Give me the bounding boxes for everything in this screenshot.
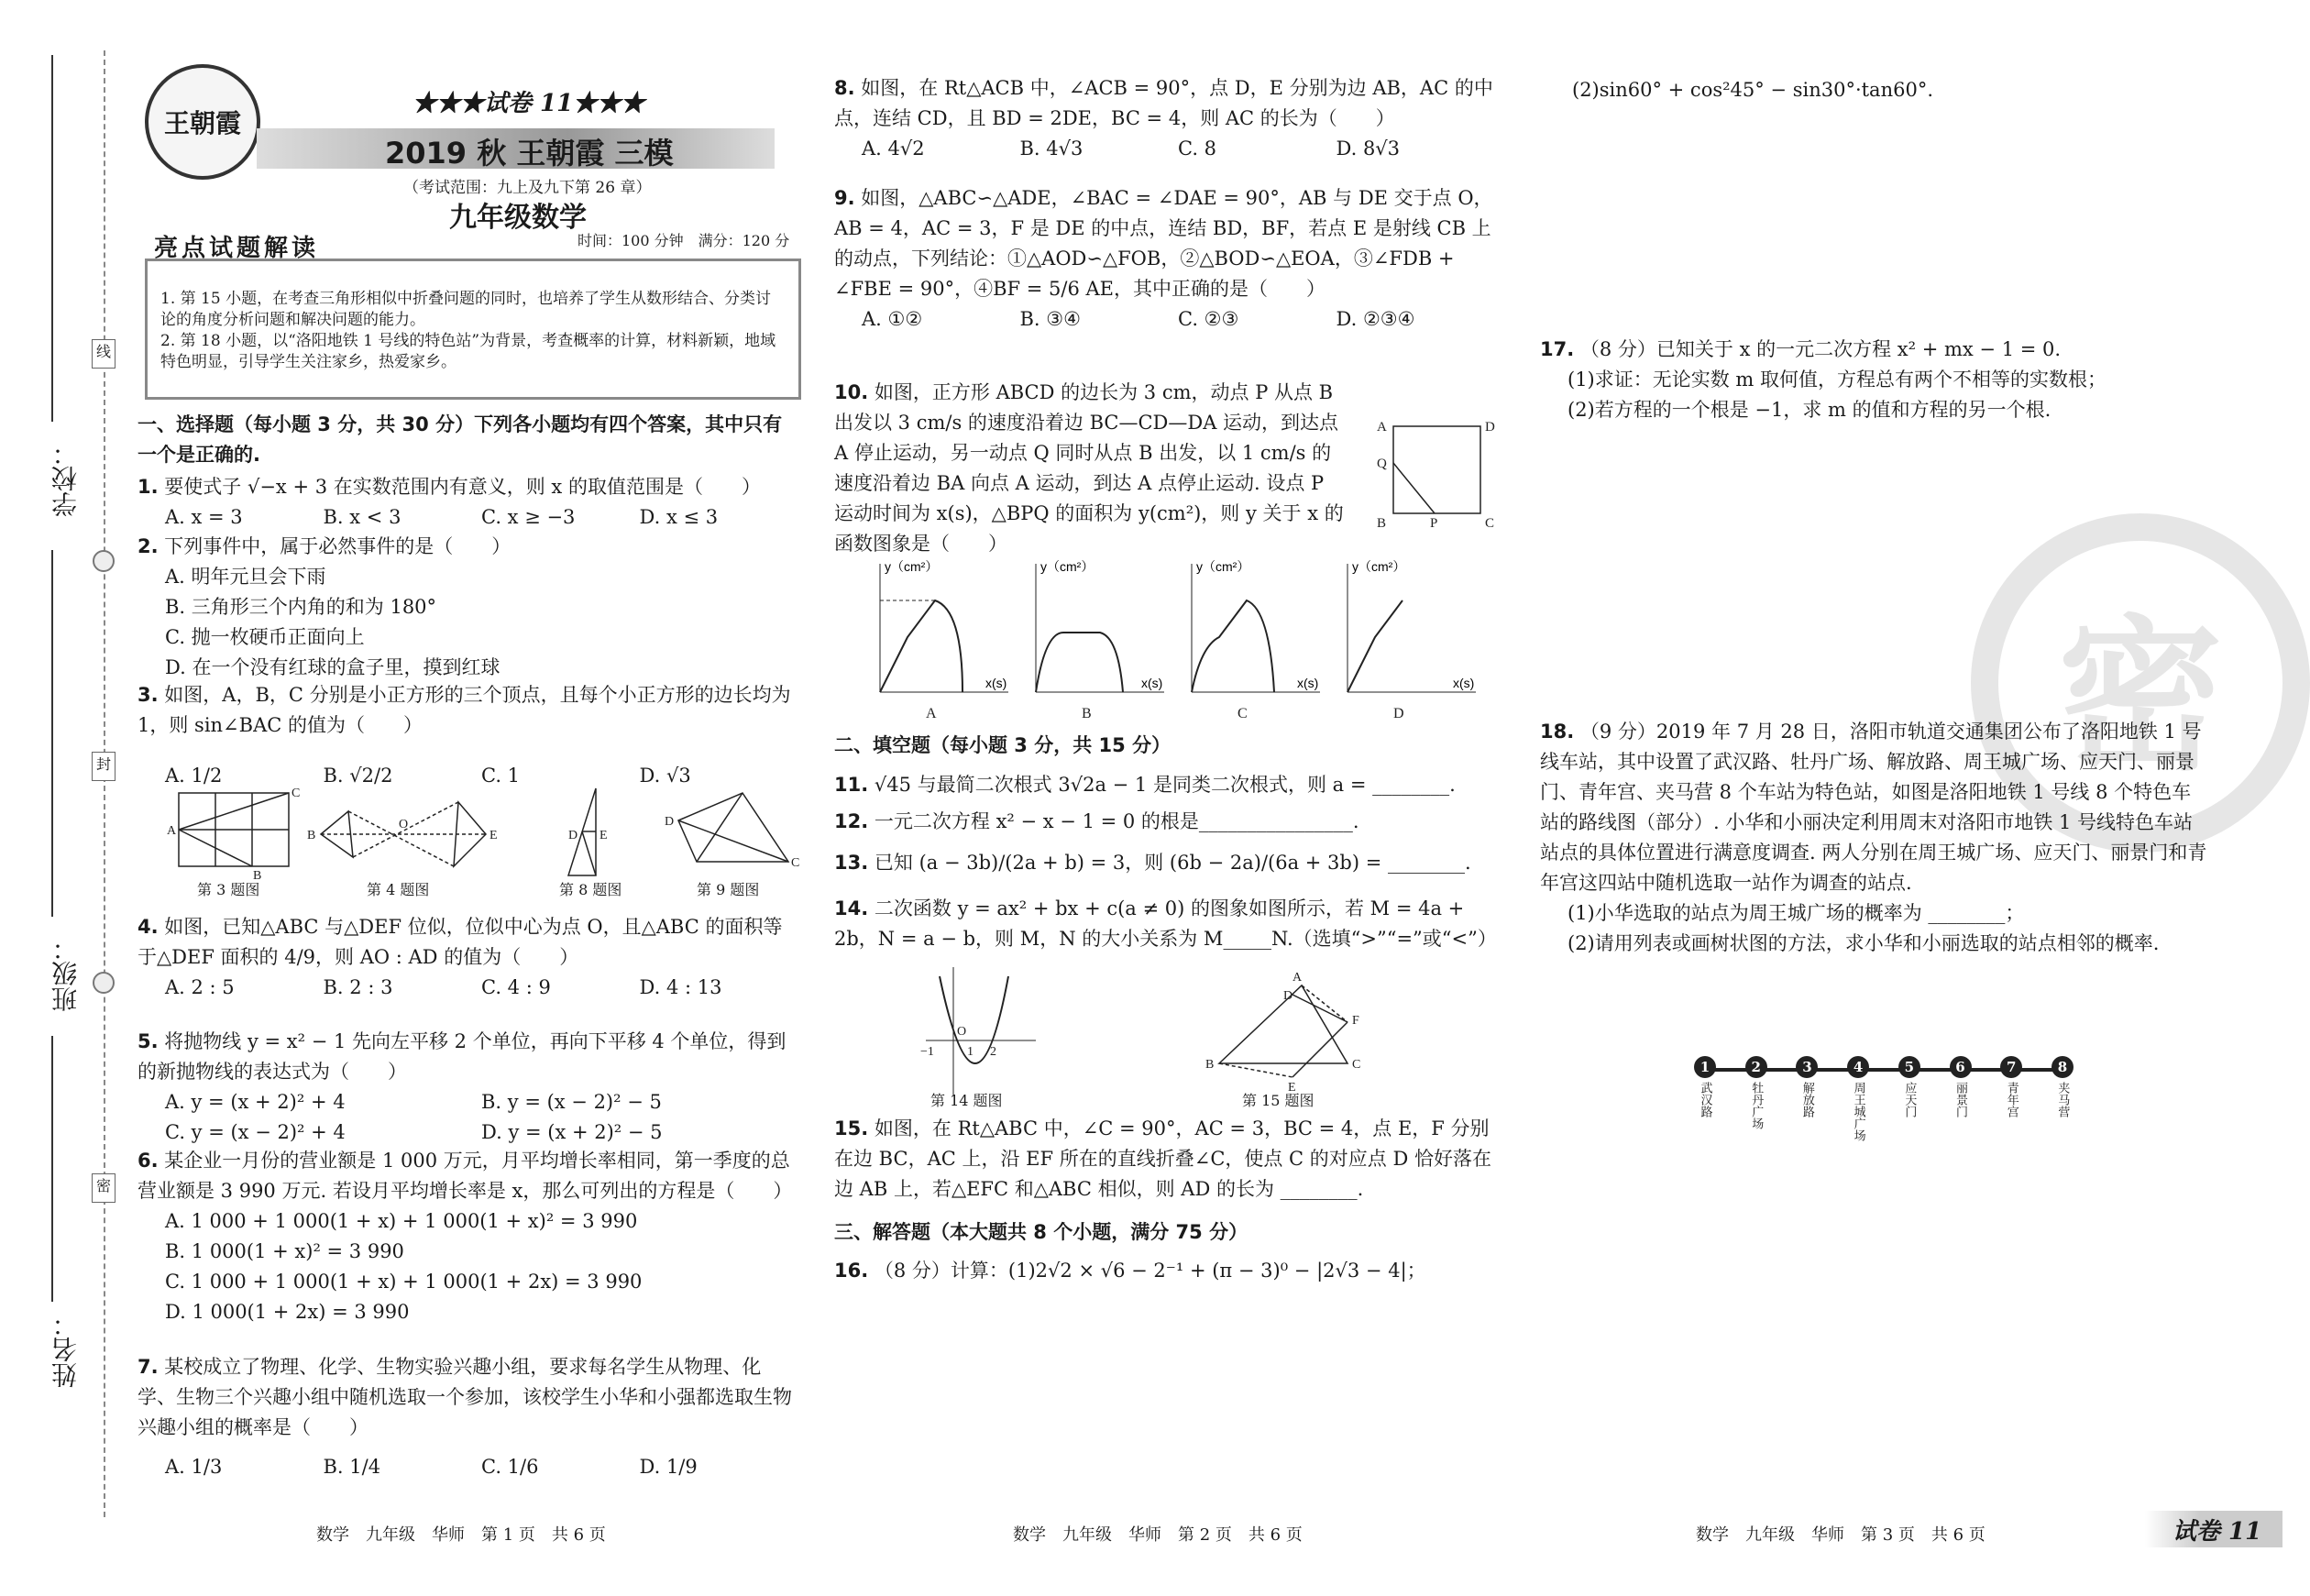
q12-number: 12. xyxy=(834,810,869,832)
class-line xyxy=(51,550,53,917)
q16-text: （8 分）计算：(1)2√2 × √6 − 2⁻¹ + (π − 3)⁰ − |2√3 − 4|； xyxy=(874,1260,1426,1282)
binding-cut-line xyxy=(104,50,105,1517)
q15-number: 15. xyxy=(834,1117,869,1139)
question-9 xyxy=(834,183,1494,335)
svg-text:1: 1 xyxy=(967,1045,974,1059)
q5-option[interactable]: A. y = (x + 2)² + 4 xyxy=(165,1091,346,1113)
caption-fig3: 第 3 题图 xyxy=(197,881,260,898)
exam-scope: （考试范围：九上及九下第 26 章） xyxy=(403,179,652,197)
svg-text:Q: Q xyxy=(1377,457,1387,471)
q14-text: 二次函数 y = ax² + bx + c(a ≠ 0) 的图象如图所示，若 M = 4a + 2b，N = a − b，则 M，N 的大小关系为 M_____N.（选填“>”“=”或“<”） xyxy=(834,897,1497,950)
caption-fig9: 第 9 题图 xyxy=(697,881,760,898)
q7-number: 7. xyxy=(138,1356,159,1378)
binding-hole-icon xyxy=(93,550,115,572)
seal-mark-secret: 密 xyxy=(92,1173,116,1203)
q4-option[interactable]: B. 2 : 3 xyxy=(323,976,393,998)
svg-text:x(s): x(s) xyxy=(1453,676,1475,690)
question-10 xyxy=(834,378,1348,559)
q3-option[interactable]: A. 1/2 xyxy=(165,765,223,787)
station-number-icon: 7 xyxy=(2000,1056,2022,1078)
exam-title: 2019 秋 王朝霞 三模 xyxy=(385,136,674,171)
station-name: 应天门 xyxy=(1902,1082,1917,1117)
svg-text:C: C xyxy=(791,856,800,870)
q13-text: 已知 (a − 3b)/(2a + b) = 3，则 (6b − 2a)/(6a + 3b) = ________. xyxy=(874,852,1471,874)
station xyxy=(1947,1056,1974,1141)
svg-text:y（cm²）: y（cm²） xyxy=(1352,559,1406,574)
question-18 xyxy=(1540,717,2209,959)
q8-option[interactable]: C. 8 xyxy=(1178,138,1217,160)
q17-number: 17. xyxy=(1540,338,1575,360)
q9-option[interactable]: D. ②③④ xyxy=(1336,308,1415,330)
watermark-text: 密 xyxy=(2057,601,2223,793)
section3-title: 三、解答题（本大题共 8 个小题，满分 75 分） xyxy=(834,1221,1248,1243)
q13-number: 13. xyxy=(834,852,869,874)
svg-text:E: E xyxy=(1288,1081,1296,1095)
question-3 xyxy=(138,680,798,791)
graph-option-d xyxy=(1348,559,1476,721)
station xyxy=(1743,1056,1770,1141)
class-label: 班级： xyxy=(50,935,81,1012)
q17-text: （8 分）已知关于 x 的一元二次方程 x² + mx − 1 = 0. xyxy=(1579,338,2062,360)
q5-option[interactable]: B. y = (x − 2)² − 5 xyxy=(481,1091,662,1113)
q10-text: 如图，正方形 ABCD 的边长为 3 cm，动点 P 从点 B 出发以 3 cm/s 的速度沿着边 BC—CD—DA 运动，到达点 A 停止运动，另一动点 Q 同时从点 B 出发，以 1 cm/s 的速度沿着边 BA 向点 A 运动，到达 A 点停止运动. 设点 P 运动时间为 x(s)，△BPQ 的面积为 y(cm²)，则 y 关于 x 的函数图象是（ ） xyxy=(834,381,1344,555)
station xyxy=(2049,1056,2076,1141)
svg-text:C: C xyxy=(1485,516,1495,531)
question-13 xyxy=(834,848,1494,878)
name-label: 姓名： xyxy=(50,1311,81,1388)
svg-text:A: A xyxy=(1377,420,1387,435)
figure-q9 xyxy=(665,793,799,870)
svg-text:y（cm²）: y（cm²） xyxy=(1040,559,1094,574)
question-6 xyxy=(138,1146,798,1327)
q3-text: 如图，A，B，C 分别是小正方形的三个顶点，且每个小正方形的边长均为 1，则 sin∠BAC 的值为（ ） xyxy=(138,684,791,736)
station-number-icon: 1 xyxy=(1694,1056,1716,1078)
footer-page-2: 数学 九年级 华师 第 2 页 共 6 页 xyxy=(1013,1525,1303,1545)
svg-text:x(s): x(s) xyxy=(1141,676,1163,690)
q4-option[interactable]: A. 2 : 5 xyxy=(165,976,235,998)
station-name: 牡丹广场 xyxy=(1749,1082,1764,1129)
station xyxy=(1844,1056,1872,1141)
graph-label-c: C xyxy=(1238,706,1248,721)
caption-fig15: 第 15 题图 xyxy=(1242,1092,1314,1109)
q2-number: 2. xyxy=(138,535,159,557)
q8-number: 8. xyxy=(834,77,855,99)
q11-number: 11. xyxy=(834,774,869,796)
q2-text: 下列事件中，属于必然事件的是（ ） xyxy=(164,535,512,557)
svg-text:B: B xyxy=(253,869,262,883)
question-12 xyxy=(834,807,1494,837)
time-score: 时间：100 分钟 满分：120 分 xyxy=(578,232,790,249)
q6-option[interactable]: B. 1 000(1 + x)² = 3 990 xyxy=(165,1240,404,1262)
q1-option[interactable]: D. x ≤ 3 xyxy=(639,506,719,528)
highlight-item: 2. 第 18 小题，以“洛阳地铁 1 号线的特色站”为背景，考查概率的计算，材料新颖，地域特色明显，引导学生关注家乡，热爱家乡。 xyxy=(160,332,776,371)
graph-label-b: B xyxy=(1082,706,1092,721)
footer-page-1: 数学 九年级 华师 第 1 页 共 6 页 xyxy=(316,1525,606,1545)
svg-text:O: O xyxy=(957,1025,967,1039)
metro-stations xyxy=(1691,1056,2076,1141)
q7-option[interactable]: D. 1/9 xyxy=(639,1456,698,1478)
graph-option-a xyxy=(880,559,1008,721)
svg-text:B: B xyxy=(1377,516,1387,531)
highlight-item: 1. 第 15 小题，在考查三角形相似中折叠问题的同时，也培养了学生从数形结合、分类讨论的角度分析问题和解决问题的能力。 xyxy=(160,290,772,329)
q1-text: 要使式子 √−x + 3 在实数范围内有意义，则 x 的取值范围是（ ） xyxy=(164,476,761,498)
station-name: 周王城广场 xyxy=(1851,1082,1865,1141)
q17-part: (2)若方程的一个根是 −1，求 m 的值和方程的另一个根. xyxy=(1568,399,2052,421)
q11-text: √45 与最简二次根式 3√2a − 1 是同类二次根式，则 a = ________. xyxy=(874,774,1456,796)
svg-text:D: D xyxy=(1283,989,1293,1003)
paper-number: ★★★试卷 11★★★ xyxy=(412,90,645,117)
q5-option[interactable]: D. y = (x + 2)² − 5 xyxy=(481,1121,663,1143)
q10-graph-options xyxy=(862,555,1503,724)
highlights-box xyxy=(145,259,801,400)
station-number-icon: 4 xyxy=(1847,1056,1869,1078)
svg-text:E: E xyxy=(490,829,498,842)
svg-text:D: D xyxy=(665,815,675,829)
question-16 xyxy=(834,1256,1494,1286)
q5-number: 5. xyxy=(138,1030,159,1052)
svg-text:x(s): x(s) xyxy=(1297,676,1319,690)
q14-number: 14. xyxy=(834,897,869,919)
graph-label-a: A xyxy=(926,706,937,721)
figure-q8 xyxy=(568,788,608,875)
q10-number: 10. xyxy=(834,381,869,403)
q17-part: (1)求证：无论实数 m 取何值，方程总有两个不相等的实数根； xyxy=(1568,369,2107,391)
q3-option[interactable]: B. √2/2 xyxy=(323,765,393,787)
highlights-title: 亮点试题解读 xyxy=(154,235,320,262)
footer-paper-tag: 试卷 11 xyxy=(2172,1518,2262,1546)
name-line xyxy=(51,1036,53,1302)
q1-option[interactable]: B. x < 3 xyxy=(323,506,402,528)
caption-fig14: 第 14 题图 xyxy=(930,1092,1003,1109)
svg-text:x(s): x(s) xyxy=(985,676,1007,690)
q7-option[interactable]: C. 1/6 xyxy=(481,1456,539,1478)
caption-fig4: 第 4 题图 xyxy=(367,881,430,898)
q4-text: 如图，已知△ABC 与△DEF 位似，位似中心为点 O，且△ABC 的面积等于△DEF 面积的 4/9，则 AO : AD 的值为（ ） xyxy=(138,916,783,968)
station xyxy=(1997,1056,2025,1141)
question-5 xyxy=(138,1027,798,1148)
q9-option[interactable]: B. ③④ xyxy=(1019,308,1081,330)
station xyxy=(1691,1056,1719,1141)
q18-part: (1)小华选取的站点为周王城广场的概率为 ________； xyxy=(1568,902,2025,924)
seal-mark-seal: 封 xyxy=(92,752,116,781)
question-1 xyxy=(138,472,798,533)
svg-text:P: P xyxy=(1430,516,1438,531)
seal-mark-line: 线 xyxy=(92,339,116,369)
q18-number: 18. xyxy=(1540,721,1575,743)
svg-text:B: B xyxy=(307,829,316,842)
q9-number: 9. xyxy=(834,187,855,209)
question-16-part2: (2)sin60° + cos²45° − sin30°·tan60°. xyxy=(1572,79,1933,101)
svg-text:y（cm²）: y（cm²） xyxy=(885,559,939,574)
q1-option[interactable]: C. x ≥ −3 xyxy=(481,506,576,528)
q6-option[interactable]: C. 1 000 + 1 000(1 + x) + 1 000(1 + 2x) = 3 990 xyxy=(165,1271,643,1293)
q7-text: 某校成立了物理、化学、生物实验兴趣小组，要求每名学生从物理、化学、生物三个兴趣小组中随机选取一个参加，该校学生小华和小强都选取生物兴趣小组的概率是（ ） xyxy=(138,1356,792,1438)
caption-fig8: 第 8 题图 xyxy=(559,881,622,898)
q8-option[interactable]: B. 4√3 xyxy=(1019,138,1084,160)
logo-badge xyxy=(145,64,260,180)
q6-option[interactable]: A. 1 000 + 1 000(1 + x) + 1 000(1 + x)² = 3 990 xyxy=(165,1210,638,1232)
question-8 xyxy=(834,73,1494,164)
q2-option[interactable]: A. 明年元旦会下雨 xyxy=(165,566,326,588)
svg-text:B: B xyxy=(1205,1058,1215,1072)
question-7 xyxy=(138,1352,798,1482)
subject-title: 九年级数学 xyxy=(449,202,587,234)
q8-option[interactable]: A. 4√2 xyxy=(862,138,925,160)
q12-text: 一元二次方程 x² − x − 1 = 0 的根是________________. xyxy=(874,810,1359,832)
station-number-icon: 8 xyxy=(2052,1056,2074,1078)
q9-option[interactable]: C. ②③ xyxy=(1178,308,1239,330)
question-4 xyxy=(138,912,798,1003)
q9-text: 如图，△ABC∽△ADE，∠BAC = ∠DAE = 90°，AB 与 DE 交于点 O，AB = 4，AC = 3，F 是 DE 的中点，连结 BD，BF，若点 E 是射线 CB 上的动点，下列结论：①△AOD∽△FOB，②△BOD∽△EOA，③∠FDB + ∠FBE = 90°，④BF = 5/6 AE，其中正确的是（ ） xyxy=(834,187,1493,300)
question-2 xyxy=(138,532,798,683)
q4-option[interactable]: C. 4 : 9 xyxy=(481,976,551,998)
q6-option[interactable]: D. 1 000(1 + 2x) = 3 990 xyxy=(165,1301,410,1323)
question-11 xyxy=(834,770,1494,800)
svg-text:−1: −1 xyxy=(920,1045,934,1059)
q5-text: 将抛物线 y = x² − 1 先向左平移 2 个单位，再向下平移 4 个单位，得到的新抛物线的表达式为（ ） xyxy=(138,1030,786,1083)
question-14 xyxy=(834,894,1497,954)
station-number-icon: 6 xyxy=(1950,1056,1972,1078)
q9-option[interactable]: A. ①② xyxy=(862,308,923,330)
graph-option-c xyxy=(1192,559,1320,721)
section1-title: 一、选择题（每小题 3 分，共 30 分）下列各小题均有四个答案，其中只有一个是正确的. xyxy=(138,413,783,466)
svg-text:F: F xyxy=(1352,1014,1359,1028)
figure-q15 xyxy=(1205,971,1360,1095)
figure-q14 xyxy=(920,967,1036,1095)
q6-text: 某企业一月份的营业额是 1 000 万元，月平均增长率相同，第一季度的总营业额是 3 990 万元. 若设月平均增长率是 x，那么可列出的方程是（ ） xyxy=(138,1150,793,1202)
figures-q14-q15 xyxy=(908,958,1458,1105)
svg-text:A: A xyxy=(167,824,177,838)
q3-option[interactable]: C. 1 xyxy=(481,765,521,787)
q1-option[interactable]: A. x = 3 xyxy=(165,506,243,528)
q15-text: 如图，在 Rt△ABC 中，∠C = 90°，AC = 3，BC = 4，点 E，F 分别在边 BC，AC 上，沿 EF 所在的直线折叠∠C，使点 C 的对应点 D 恰好落在边 AB 上，若△EFC 和△ABC 相似，则 AD 的长为 ________. xyxy=(834,1117,1491,1200)
q7-option[interactable]: A. 1/3 xyxy=(165,1456,223,1478)
station xyxy=(1793,1056,1820,1141)
figure-q3 xyxy=(167,787,300,883)
station-name: 夹马营 xyxy=(2055,1082,2070,1117)
question-15 xyxy=(834,1114,1494,1205)
figures-row-q3-q9 xyxy=(165,784,798,885)
q4-option[interactable]: D. 4 : 13 xyxy=(639,976,722,998)
svg-text:y（cm²）: y（cm²） xyxy=(1196,559,1250,574)
q16-number: 16. xyxy=(834,1260,869,1282)
station-number-icon: 3 xyxy=(1796,1056,1818,1078)
svg-text:C: C xyxy=(1352,1058,1361,1072)
q1-number: 1. xyxy=(138,476,159,498)
station-name: 青年宫 xyxy=(2004,1082,2018,1117)
q2-option[interactable]: B. 三角形三个内角的和为 180° xyxy=(165,596,437,618)
svg-text:C: C xyxy=(292,787,301,800)
station xyxy=(1896,1056,1923,1141)
svg-text:O: O xyxy=(399,818,409,831)
figure-q10-square xyxy=(1366,413,1503,541)
q18-text: （9 分）2019 年 7 月 28 日，洛阳市轨道交通集团公布了洛阳地铁 1 号线车站，其中设置了武汉路、牡丹广场、解放路、周王城广场、应天门、丽景门、青年宫、夹马营 8 个车站为特色站，如图是洛阳地铁 1 号线 8 个特色车站的路线图（部分）. 小华和小丽决定利用周末对洛阳市地铁 1 号线特色车站站点的具体位置进行满意度调查. 两人分别在周王城广场、应天门、丽景门和青年宫这四站中随机选取一站作为调查的站点. xyxy=(1540,721,2207,894)
svg-text:E: E xyxy=(600,829,608,842)
q3-number: 3. xyxy=(138,684,159,706)
q2-option[interactable]: C. 抛一枚硬币正面向上 xyxy=(165,626,365,648)
station-number-icon: 5 xyxy=(1898,1056,1920,1078)
logo-text: 王朝霞 xyxy=(163,110,241,138)
q2-option[interactable]: D. 在一个没有红球的盒子里，摸到红球 xyxy=(165,656,500,678)
svg-text:A: A xyxy=(1292,971,1303,985)
station-name: 武汉路 xyxy=(1698,1082,1712,1117)
q6-number: 6. xyxy=(138,1150,159,1172)
svg-text:D: D xyxy=(1485,420,1495,435)
q7-option[interactable]: B. 1/4 xyxy=(323,1456,381,1478)
q8-option[interactable]: D. 8√3 xyxy=(1336,138,1401,160)
q5-option[interactable]: C. y = (x − 2)² + 4 xyxy=(165,1121,346,1143)
graph-label-d: D xyxy=(1393,706,1404,721)
figure-q4 xyxy=(307,802,498,866)
q3-option[interactable]: D. √3 xyxy=(639,765,691,787)
graph-option-b xyxy=(1036,559,1164,721)
station-name: 丽景门 xyxy=(1953,1082,1968,1117)
school-line xyxy=(51,55,53,422)
q18-part: (2)请用列表或画树状图的方法，求小华和小丽选取的站点相邻的概率. xyxy=(1568,932,2160,954)
question-17 xyxy=(1540,335,2209,425)
station-number-icon: 2 xyxy=(1745,1056,1767,1078)
binding-hole-icon xyxy=(93,972,115,994)
svg-text:2: 2 xyxy=(990,1045,996,1059)
svg-text:D: D xyxy=(568,829,578,842)
q8-text: 如图，在 Rt△ACB 中，∠ACB = 90°，点 D，E 分别为边 AB，AC 的中点，连结 CD，且 BD = 2DE，BC = 4，则 AC 的长为（ ） xyxy=(834,77,1493,129)
footer-page-3: 数学 九年级 华师 第 3 页 共 6 页 xyxy=(1696,1525,1986,1545)
school-label: 学校： xyxy=(50,440,81,517)
station-name: 解放路 xyxy=(1799,1082,1814,1117)
q4-number: 4. xyxy=(138,916,159,938)
section2-title: 二、填空题（每小题 3 分，共 15 分） xyxy=(834,734,1172,756)
